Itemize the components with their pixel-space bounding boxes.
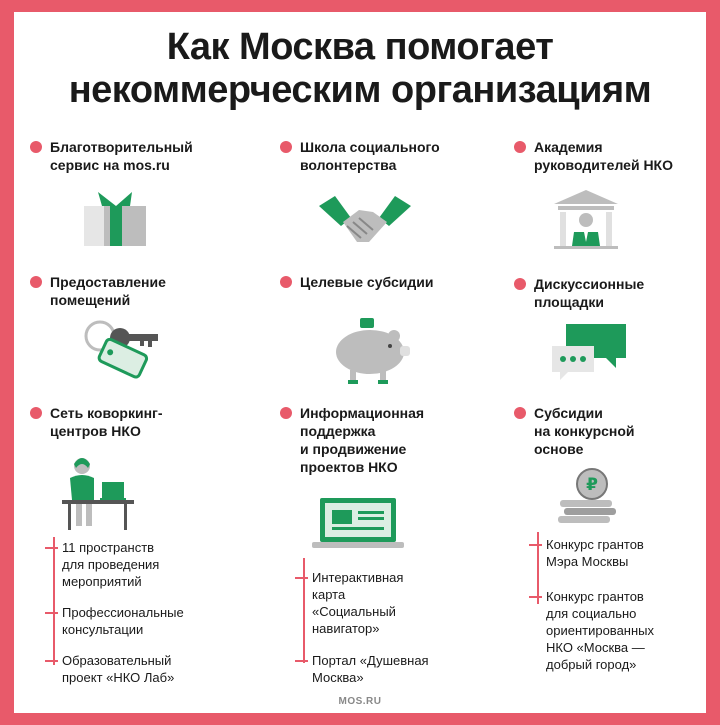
branch-tick	[529, 544, 542, 546]
item-leaders-academy	[514, 138, 720, 174]
gift-box-icon	[80, 190, 150, 246]
bullet-dot	[30, 141, 42, 153]
item-heading: Сеть коворкинг- центров НКО	[30, 404, 240, 440]
piggy-bank-icon	[330, 316, 412, 386]
item-target-subsidies	[280, 273, 490, 291]
branch-tick	[295, 577, 308, 579]
chat-bubbles-icon	[550, 322, 630, 382]
handshake-icon	[317, 192, 413, 250]
item-heading: Школа социального волонтерства	[280, 138, 490, 174]
item-heading: Академия руководителей НКО	[514, 138, 720, 174]
laptop-icon	[310, 496, 406, 552]
bullet-dot	[280, 407, 292, 419]
bullet-dot	[280, 276, 292, 288]
bullet-dot	[514, 278, 526, 290]
bullet-dot	[514, 407, 526, 419]
item-heading: Целевые субсидии	[280, 273, 490, 291]
coworking-sub-spaces: 11 пространств для проведения мероприятий	[62, 539, 232, 590]
info-sub-portal: Портал «Душевная Москва»	[312, 652, 482, 686]
bullet-dot	[30, 407, 42, 419]
item-info-support	[280, 404, 490, 476]
item-premises	[30, 273, 240, 309]
branch-tick	[529, 596, 542, 598]
item-heading: Субсидии на конкурсной основе	[514, 404, 720, 458]
ruble-coin-symbol: ₽	[586, 475, 598, 495]
item-heading: Информационная поддержка и продвижение проектов НКО	[280, 404, 490, 476]
item-charity-service	[30, 138, 240, 174]
page-title	[14, 26, 706, 112]
branch-tick	[45, 547, 58, 549]
coworking-sub-nko-lab: Образовательный проект «НКО Лаб»	[62, 652, 232, 686]
grants-connector-line	[537, 532, 539, 604]
title-line-1: Как Москва помогает	[166, 26, 554, 68]
coworking-sub-consulting: Профессиональные консультации	[62, 604, 232, 638]
item-competitive-subsidies	[514, 404, 720, 458]
info-sub-navigator: Интерактивная карта «Социальный навигатор»	[312, 569, 482, 637]
bullet-dot	[280, 141, 292, 153]
ruble-coins-icon	[554, 466, 620, 526]
item-coworking-network	[30, 404, 240, 440]
branch-tick	[45, 660, 58, 662]
infographic-sheet	[14, 12, 706, 713]
grants-sub-kind-city: Конкурс грантов для социально ориентированных НКО «Москва — добрый город»	[546, 588, 716, 673]
branch-tick	[45, 612, 58, 614]
source-credit: MOS.RU	[338, 696, 382, 707]
item-volunteer-school	[280, 138, 490, 174]
academy-building-icon	[552, 188, 620, 250]
coworking-connector-line	[53, 537, 55, 665]
bullet-dot	[30, 276, 42, 288]
item-heading: Дискуссионные площадки	[514, 275, 720, 311]
bullet-dot	[514, 141, 526, 153]
item-heading: Благотворительный сервис на mos.ru	[30, 138, 240, 174]
branch-tick	[295, 660, 308, 662]
title-line-2: некоммерческим организациям	[68, 69, 652, 111]
person-at-laptop-icon	[60, 454, 136, 532]
key-icon	[78, 316, 162, 384]
item-discussion-platforms	[514, 275, 720, 311]
info-connector-line	[303, 558, 305, 663]
grants-sub-mayor: Конкурс грантов Мэра Москвы	[546, 536, 716, 570]
item-heading: Предоставление помещений	[30, 273, 240, 309]
